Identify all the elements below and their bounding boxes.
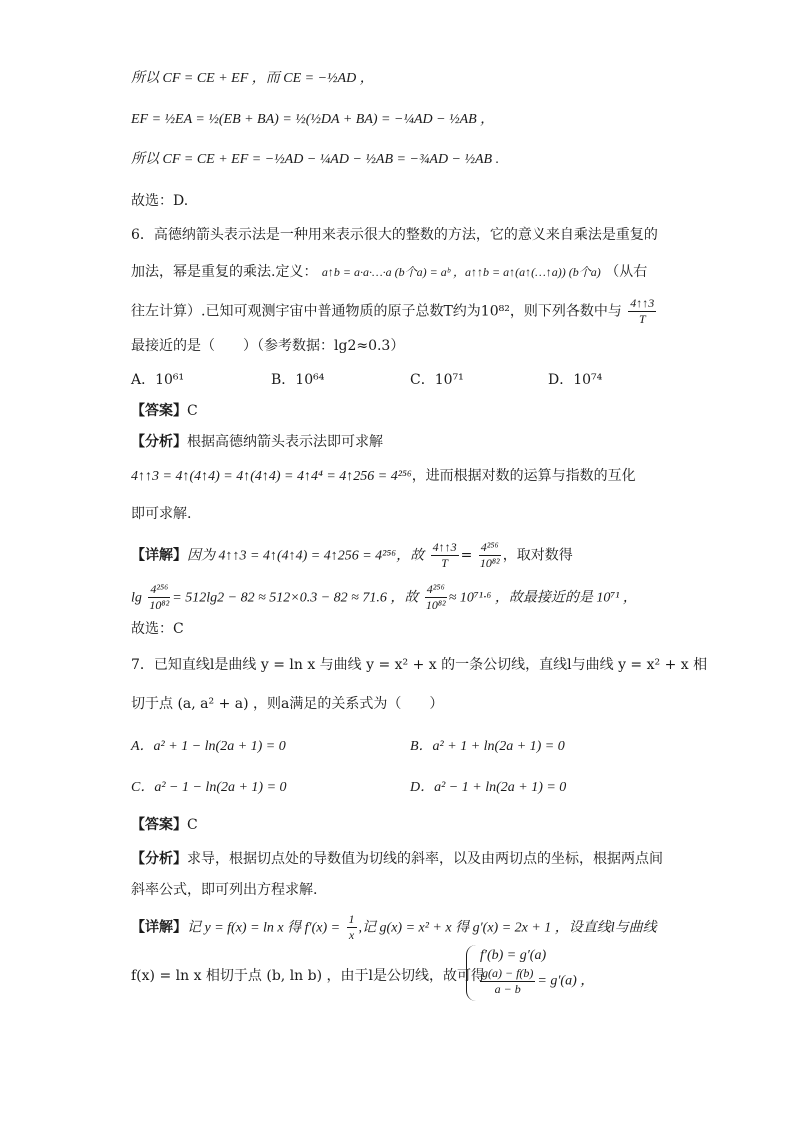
q6-detail-text-1c: ，取对数得: [502, 547, 573, 564]
q6-detail-lg: lg: [131, 590, 142, 606]
q7-answer-value: C: [187, 817, 198, 833]
q7-detail-fraction-den: x: [348, 928, 355, 942]
q6-detail-fraction: [431, 540, 459, 571]
q7-detail-text-1: 记 y = f(x) = ln x 得 f′(x) =: [187, 920, 341, 936]
q6-analysis-text: 根据高德纳箭头表示法即可求解: [187, 434, 383, 450]
q7-detail-fraction-num: 1: [348, 912, 355, 926]
q7-analysis-line-2: 斜率公式，即可列出方程求解.: [131, 882, 318, 898]
q6-analysis-text-2: ，进而根据对数的运算与指数的互化: [411, 468, 636, 484]
q6-detail-fraction-2: [479, 540, 501, 571]
q7-stem-line-2: 切于点 (a, a² + a) ，则a满足的关系式为（ ）: [131, 696, 444, 712]
q6-arrow-definition: a↑b = a·a·…·a (b个a) = aᵇ ，a↑↑b = a↑(a↑(…↑a)) (b个a): [321, 265, 601, 279]
q6-fraction-numerator: 4↑↑3: [630, 296, 655, 310]
q6-detail-fraction-2-num: 4²⁵⁶: [480, 540, 499, 554]
q6-stem-line-3: [131, 296, 658, 327]
q7-answer-tag: 【答案】: [131, 817, 187, 833]
q6-analysis-formula: 4↑↑3 = 4↑(4↑4) = 4↑(4↑4) = 4↑4⁴ = 4↑256 = 4²⁵⁶: [131, 469, 412, 484]
q7-option-a: A．a² + 1 − ln(2a + 1) = 0: [131, 739, 286, 754]
q7-stem-line-1: 7．已知直线l是曲线 y = ln x 与曲线 y = x² + x 的一条公切线，直线l与曲线 y = x² + x 相: [131, 657, 708, 673]
q6-detail-fraction-2-den: 10⁸²: [479, 556, 500, 570]
q6-detail-fraction-den: T: [441, 556, 448, 570]
q6-option-a: A．10⁶¹: [131, 372, 185, 388]
q7-system-fraction-num: g(a) − f(b): [482, 966, 534, 980]
q7-system-fraction: [480, 966, 535, 997]
q6-answer-tag: 【答案】: [131, 403, 187, 419]
q6-detail-line-1: [131, 540, 573, 571]
q6-detail-fraction-3-num: 4²⁵⁶: [150, 582, 169, 596]
q6-option-d: D．10⁷⁴: [548, 372, 603, 388]
q6-detail-fraction-3-den: 10⁸²: [149, 598, 170, 612]
q6-stem-text-3: 往左计算）.已知可观测宇宙中普通物质的原子总数T约为10⁸²，则下列各数中与: [131, 303, 622, 320]
q7-analysis-text: 求导，根据切点处的导数值为切线的斜率，以及由两切点的坐标，根据两点间: [187, 851, 663, 867]
q6-detail-fraction-4-num: 4²⁵⁶: [426, 582, 445, 596]
q6-detail-equals: =: [460, 547, 473, 564]
q7-analysis-tag: 【分析】: [131, 851, 187, 867]
q6-analysis-line-3: 即可求解.: [131, 506, 192, 522]
q7-system-eq-2-rhs: = g′(a) ，: [537, 973, 595, 989]
q7-option-c: C．a² − 1 − ln(2a + 1) = 0: [131, 780, 287, 795]
q6-answer: [131, 401, 198, 421]
q5-line-1: 所以 CF = CE + EF ，而 CE = −½AD ，: [131, 71, 374, 86]
q5-line-3: 所以 CF = CE + EF = −½AD − ¼AD − ½AB = −¾AD − ½AB .: [131, 152, 500, 167]
q6-detail-fraction-4: [425, 582, 447, 613]
q5-conclusion: 故选：D.: [131, 193, 189, 209]
q6-stem-text: 加法，幂是重复的乘法.定义：: [131, 264, 318, 280]
q6-detail-fraction-3: [148, 582, 170, 613]
q7-system-fraction-den: a − b: [494, 982, 521, 996]
q6-detail-text-2c: ≈ 10⁷¹·⁶ ，故最接近的是 10⁷¹ ，: [448, 590, 637, 606]
q6-detail-text-1: 因为 4↑↑3 = 4↑(4↑4) = 4↑256 = 4²⁵⁶，故: [187, 548, 425, 564]
q6-detail-text-2: = 512lg2 − 82 ≈ 512×0.3 − 82 ≈ 71.6 ，故: [172, 590, 419, 606]
q7-answer: [131, 815, 198, 835]
q6-answer-value: C: [187, 403, 198, 419]
q7-detail-text-1b: ,记 g(x) = x² + x 得 g′(x) = 2x + 1 ，设直线l与曲线: [358, 920, 657, 936]
q7-detail-line-2: f(x) = ln x 相切于点 (b, ln b) ，由于l是公切线，故可得: [131, 968, 485, 984]
q5-line-2: EF = ½EA = ½(EB + BA) = ½(½DA + BA) = −¼AD − ½AB ，: [131, 112, 495, 127]
q6-stem-line-1: 6．高德纳箭头表示法是一种用来表示很大的整数的方法，它的意义来自乘法是重复的: [131, 227, 658, 243]
q6-detail-tag: 【详解】: [131, 547, 187, 564]
q6-analysis-tag: 【分析】: [131, 434, 187, 450]
q7-option-b: B．a² + 1 + ln(2a + 1) = 0: [410, 739, 565, 754]
q6-option-b: B．10⁶⁴: [271, 372, 325, 388]
q7-option-d: D．a² − 1 + ln(2a + 1) = 0: [410, 780, 567, 795]
q7-detail-line-1: [131, 912, 657, 943]
q7-detail-tag: 【详解】: [131, 919, 187, 936]
q6-analysis-line-2: [131, 466, 636, 487]
q6-stem-line-4: 最接近的是（ ）（参考数据：lg2≈0.3）: [131, 338, 405, 354]
q7-detail-fraction: [347, 912, 357, 943]
q7-analysis-line-1: [131, 849, 663, 869]
q6-fraction: [628, 296, 656, 327]
q6-detail-line-2: [131, 582, 637, 613]
q6-fraction-denominator: T: [638, 312, 646, 326]
q6-stem-line-2: [131, 262, 647, 282]
q6-analysis: [131, 432, 383, 452]
q6-option-c: C．10⁷¹: [410, 372, 464, 388]
q6-conclusion: 故选：C: [131, 621, 184, 637]
q6-detail-fraction-num: 4↑↑3: [432, 540, 457, 554]
q7-system-eq-1: f′(b) = g′(a): [480, 948, 547, 963]
q6-stem-note: （从右: [605, 264, 648, 280]
q7-system-eq-2: [478, 966, 594, 997]
q6-detail-fraction-4-den: 10⁸²: [425, 598, 446, 612]
